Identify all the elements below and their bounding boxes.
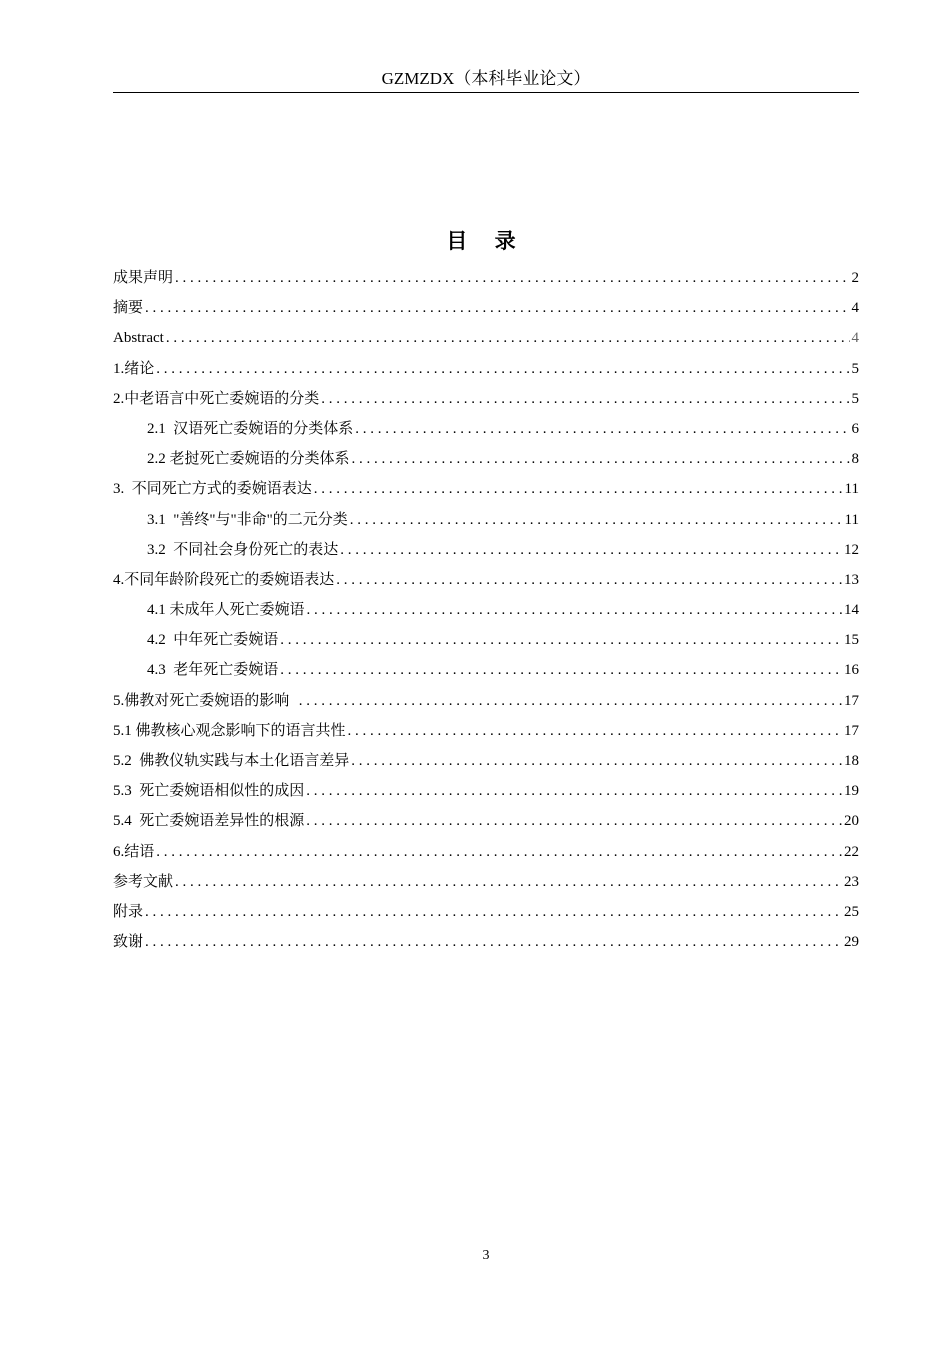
toc-entry-page: 11	[844, 511, 859, 528]
toc-entry-page: 16	[844, 662, 859, 679]
toc-dot-leader	[352, 444, 850, 474]
toc-dot-leader	[280, 655, 842, 685]
toc-dot-leader	[145, 927, 842, 957]
toc-dot-leader	[351, 746, 842, 776]
toc-entry-page: 8	[851, 451, 859, 468]
toc-entry[interactable]	[113, 595, 859, 625]
toc-entry[interactable]	[113, 655, 859, 685]
toc-entry[interactable]	[113, 806, 859, 836]
toc-entry[interactable]	[113, 837, 859, 867]
toc-entry-title: 附录	[113, 903, 144, 920]
toc-dot-leader	[321, 384, 849, 414]
toc-entry-title: 2.中老语言中死亡委婉语的分类	[113, 390, 320, 407]
toc-entry-page: 4	[851, 330, 859, 347]
toc-entry-title: 5.3 死亡委婉语相似性的成因	[113, 783, 305, 800]
toc-entry[interactable]	[113, 263, 859, 293]
toc-dot-leader	[314, 474, 843, 504]
toc-entry-title: 6.结语	[113, 843, 155, 860]
running-header: GZMZDX（本科毕业论文）	[381, 69, 591, 88]
toc-entry-title: 4.3 老年死亡委婉语	[147, 662, 279, 679]
toc-entry-page: 29	[844, 934, 859, 951]
toc-entry[interactable]	[113, 776, 859, 806]
toc-entry-title: 4.1 未成年人死亡委婉语	[147, 602, 305, 619]
toc-entry-title: 参考文献	[113, 873, 174, 890]
toc-entry[interactable]	[113, 323, 859, 353]
toc-entry[interactable]	[113, 293, 859, 323]
toc-entry[interactable]	[113, 927, 859, 957]
toc-entry[interactable]	[113, 535, 859, 565]
toc-dot-leader	[355, 414, 849, 444]
toc-entry-title: 5.1 佛教核心观念影响下的语言共性	[113, 722, 346, 739]
toc-dot-leader	[299, 686, 842, 716]
toc-entry-page: 25	[844, 903, 859, 920]
toc-dot-leader	[175, 867, 842, 897]
toc-dot-leader	[306, 776, 842, 806]
toc-entry-title: 4.2 中年死亡委婉语	[147, 632, 279, 649]
toc-entry[interactable]	[113, 686, 859, 716]
toc-entry-title: Abstract	[113, 330, 164, 347]
toc-entry-title: 2.1 汉语死亡委婉语的分类体系	[147, 420, 354, 437]
toc-entry-page: 18	[844, 753, 859, 769]
toc-entry-title: 4.不同年龄阶段死亡的委婉语表达	[113, 571, 335, 588]
toc-dot-leader	[145, 897, 842, 927]
page-number: 3	[482, 1248, 490, 1263]
toc-entry-title: 3.2 不同社会身份死亡的表达	[147, 541, 339, 558]
toc-entry-page: 20	[844, 813, 859, 830]
toc-entry-page: 12	[844, 541, 859, 558]
toc-entry[interactable]	[113, 867, 859, 897]
toc-dot-leader	[156, 837, 842, 867]
toc-entry-title: 成果声明	[113, 270, 174, 286]
toc-entry-title: 5.佛教对死亡委婉语的影响	[113, 692, 297, 709]
toc-entry-page: 6	[851, 420, 859, 437]
toc-entry-title: 5.4 死亡委婉语差异性的根源	[113, 813, 305, 830]
toc-entry-title: 致谢	[113, 934, 144, 951]
toc-dot-leader	[348, 716, 842, 746]
toc-entry[interactable]	[113, 505, 859, 535]
toc-entry[interactable]	[113, 746, 859, 776]
toc-entry-page: 5	[851, 360, 859, 377]
toc-entry[interactable]	[113, 897, 859, 927]
toc-entry-title: 3.1 "善终"与"非命"的二元分类	[147, 511, 348, 528]
toc-entry-title: 3. 不同死亡方式的委婉语表达	[113, 481, 312, 498]
toc-entry[interactable]	[113, 625, 859, 655]
toc-dot-leader	[350, 505, 843, 535]
toc-entry[interactable]	[113, 716, 859, 746]
toc-entry-page: 4	[851, 300, 859, 317]
toc-entry[interactable]	[113, 354, 859, 384]
toc-entry[interactable]	[113, 474, 859, 504]
toc-entry-page: 17	[844, 692, 859, 709]
toc-entry-page: 14	[844, 602, 859, 619]
toc-entry-page: 17	[844, 722, 859, 739]
toc-dot-leader	[166, 323, 850, 353]
toc-dot-leader	[145, 293, 849, 323]
toc-entry[interactable]	[113, 384, 859, 414]
toc-entry-title: 2.2 老挝死亡委婉语的分类体系	[147, 451, 350, 468]
toc-entry-page: 2	[851, 270, 859, 286]
toc-entry-title: 摘要	[113, 300, 144, 317]
toc-entry[interactable]	[113, 414, 859, 444]
toc-dot-leader	[340, 535, 842, 565]
toc-entry-page: 15	[844, 632, 859, 649]
toc-dot-leader	[307, 595, 842, 625]
toc-entry[interactable]	[113, 444, 859, 474]
table-of-contents	[113, 263, 859, 957]
toc-entry-page: 19	[844, 783, 859, 800]
toc-dot-leader	[280, 625, 842, 655]
toc-entry-title: 5.2 佛教仪轨实践与本土化语言差异	[113, 753, 350, 769]
toc-entry-page: 11	[844, 481, 859, 498]
toc-entry-page: 5	[851, 390, 859, 407]
toc-dot-leader	[336, 565, 842, 595]
toc-dot-leader	[306, 806, 842, 836]
toc-dot-leader	[175, 263, 849, 293]
toc-title: 目 录	[446, 229, 526, 253]
header-rule	[113, 92, 859, 93]
toc-entry-title: 1.绪论	[113, 360, 155, 377]
toc-entry-page: 13	[844, 571, 859, 588]
toc-dot-leader	[156, 354, 849, 384]
toc-entry[interactable]	[113, 565, 859, 595]
toc-entry-page: 23	[844, 873, 859, 890]
toc-entry-page: 22	[844, 843, 859, 860]
